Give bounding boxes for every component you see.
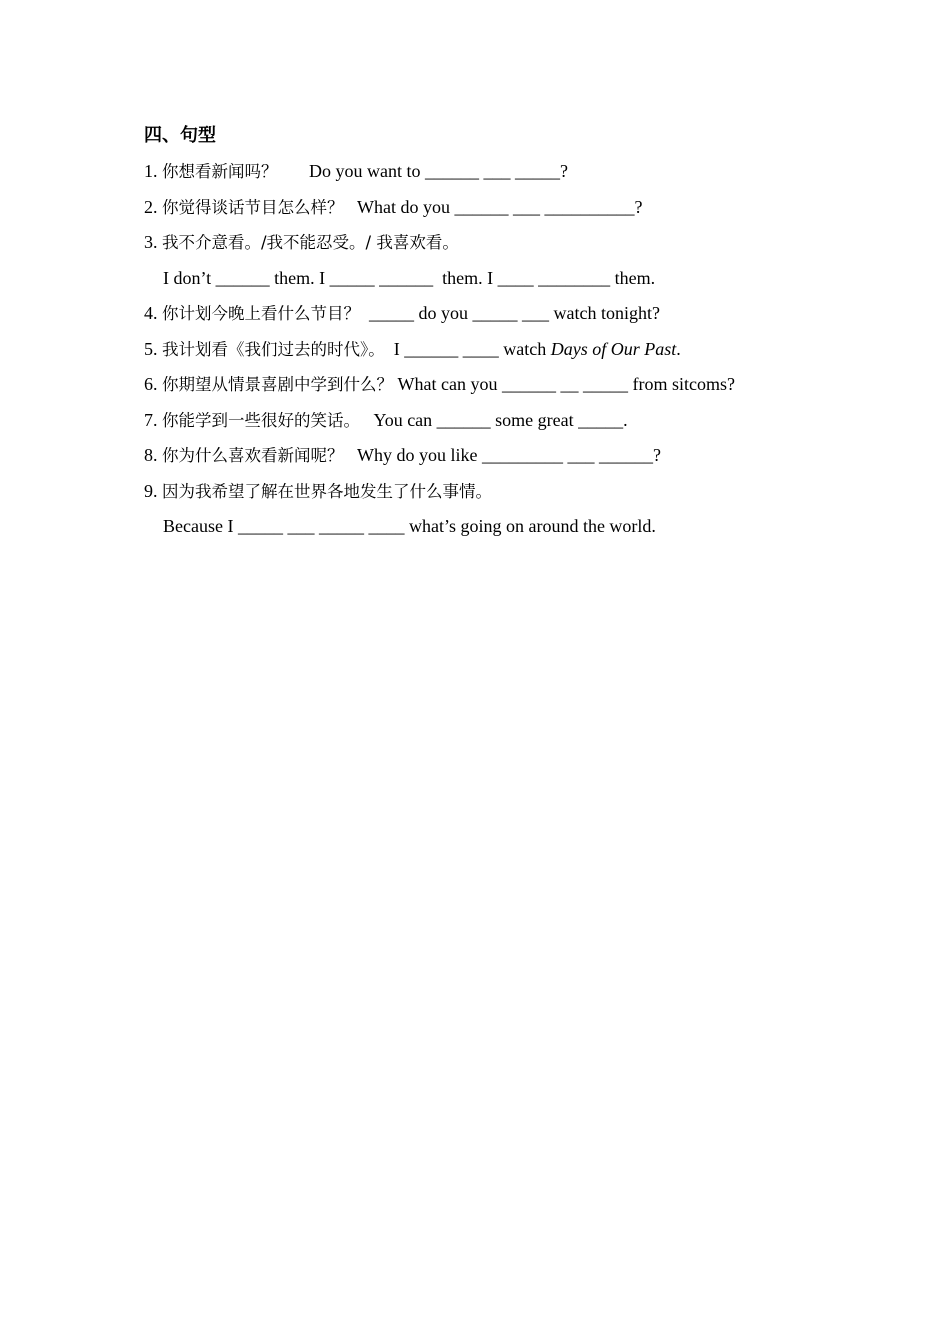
item-number: 6. [144, 374, 158, 394]
chinese-prompt: 你计划今晚上看什么节目？ [162, 304, 360, 323]
chinese-prompt: 你觉得谈话节目怎么样？ [162, 197, 344, 217]
chinese-prompt: 你为什么喜欢看新闻呢？ [162, 446, 344, 465]
chinese-prompt: 你期望从情景喜剧中学到什么？ [162, 375, 393, 394]
english-fill-in: What can you ______ __ _____ from sitcoms? [397, 374, 735, 394]
chinese-prompt: 因为我希望了解在世界各地发生了什么事情。 [162, 481, 492, 501]
sentence-item-2 [144, 192, 844, 222]
sentence-item-1 [144, 156, 844, 186]
english-fill-in: Why do you like _________ ___ ______? [357, 445, 661, 465]
english-fill-in: I don’t ______ them. I _____ ______ them. I ____ ________ them. [163, 267, 656, 288]
worksheet-content [144, 121, 844, 547]
sentence-item-6 [144, 369, 844, 399]
chinese-prompt: 你能学到一些很好的笑话。 [162, 410, 360, 430]
item-number: 2. [144, 196, 158, 217]
sentence-item-3 [144, 227, 844, 257]
chinese-prompt: 我不介意看。/我不能忍受。/ 我喜欢看。 [162, 233, 459, 252]
item-number: 9. [144, 480, 158, 501]
item-number: 4. [144, 303, 158, 323]
chinese-prompt: 我计划看《我们过去的时代》。 [162, 339, 385, 359]
item-number: 8. [144, 445, 158, 465]
sentence-item-4 [144, 298, 844, 328]
item-number: 1. [144, 161, 158, 181]
section-title: 四、句型 [144, 125, 216, 146]
chinese-prompt: 你想看新闻吗？ [162, 162, 278, 181]
item-number: 5. [144, 338, 158, 359]
sentence-item-5: 5. 我计划看《我们过去的时代》。 I ______ ____ watch Days of Our Past. [144, 338, 681, 359]
sentence-item-8 [144, 440, 844, 470]
english-fill-in: _____ do you _____ ___ watch tonight? [369, 303, 660, 323]
sentence-item-3-english [144, 263, 844, 293]
sentence-item-9 [144, 476, 844, 506]
item-number: 7. [144, 409, 158, 430]
sentence-item-9-english [144, 511, 844, 541]
english-fill-in: I ______ ____ watch [393, 338, 551, 359]
english-fill-in: You can ______ some great _____. [373, 409, 628, 430]
english-fill-in: Because I _____ ___ _____ ____ what’s going on around the world. [163, 516, 656, 536]
english-fill-in: Do you want to ______ ___ _____? [309, 161, 568, 181]
item-number: 3. [144, 232, 158, 252]
show-title-italic: Days of Our Past [550, 338, 677, 359]
english-fill-in: What do you ______ ___ __________? [357, 196, 643, 217]
sentence-item-7 [144, 405, 844, 435]
